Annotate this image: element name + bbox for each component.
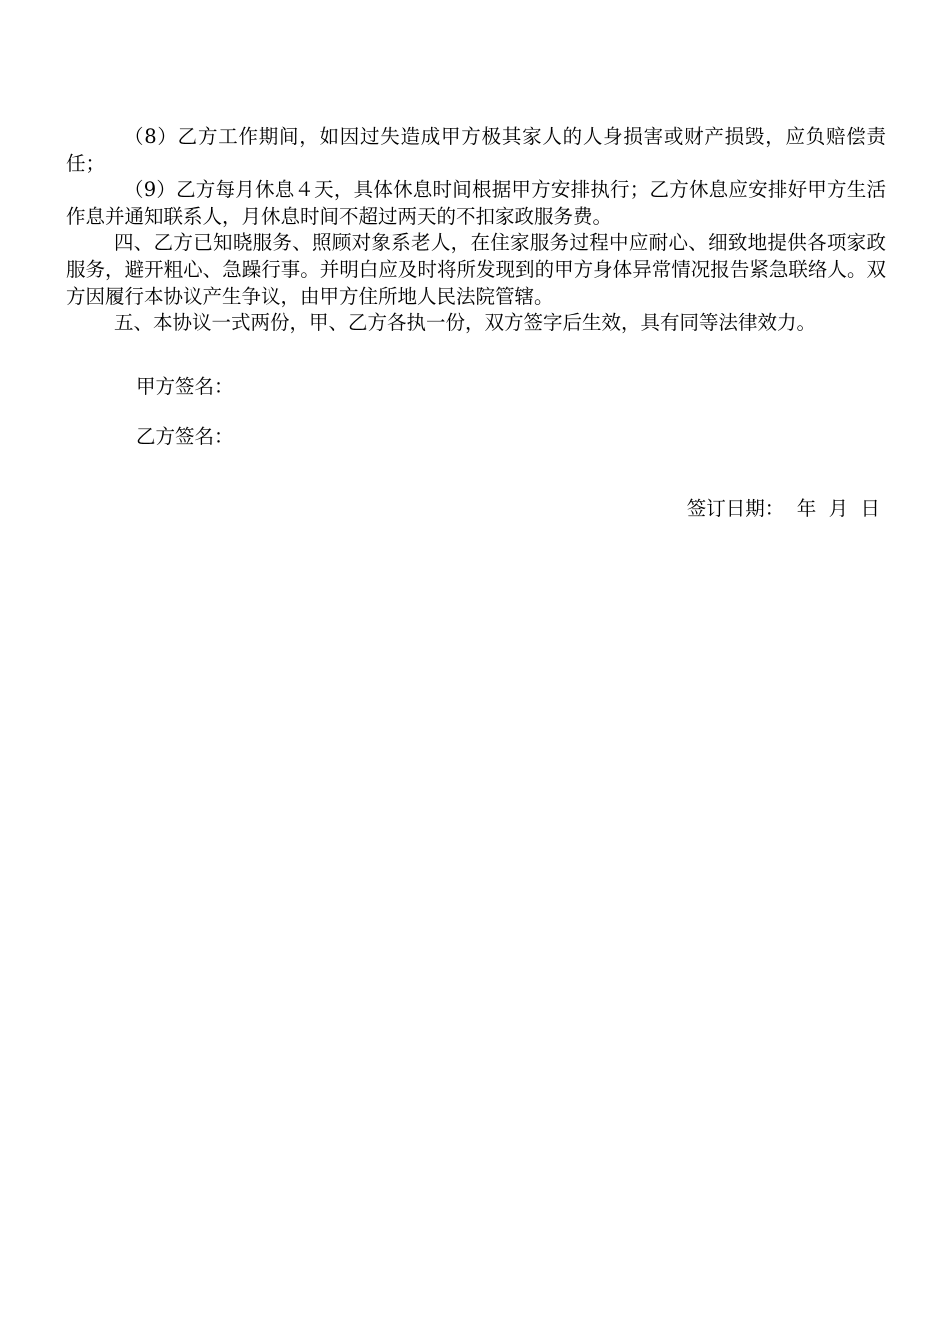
clause-8: （8）乙方工作期间，如因过失造成甲方极其家人的人身损害或财产损毁，应负赔偿责任； — [66, 125, 886, 175]
agreement-body — [66, 124, 886, 337]
signing-date-line: 签订日期： 年 月 日 — [686, 497, 880, 520]
article-five: 五、本协议一式两份，甲、乙方各执一份，双方签字后生效，具有同等法律效力。 — [114, 311, 817, 335]
party-a-signature-label: 甲方签名： — [136, 375, 234, 398]
clause-9: （9）乙方每月休息４天，具体休息时间根据甲方安排执行；乙方休息应安排好甲方生活作息并通知联系人，月休息时间不超过两天的不扣家政服务费。 — [66, 178, 886, 228]
party-b-signature-label: 乙方签名： — [136, 425, 234, 448]
article-four: 四、乙方已知晓服务、照顾对象系老人，在住家服务过程中应耐心、细致地提供各项家政服务，避开粗心、急躁行事。并明白应及时将所发现到的甲方身体异常情况报告紧急联络人。双方因履行本协议产生争议，由甲方住所地人民法院管辖。 — [66, 231, 886, 308]
